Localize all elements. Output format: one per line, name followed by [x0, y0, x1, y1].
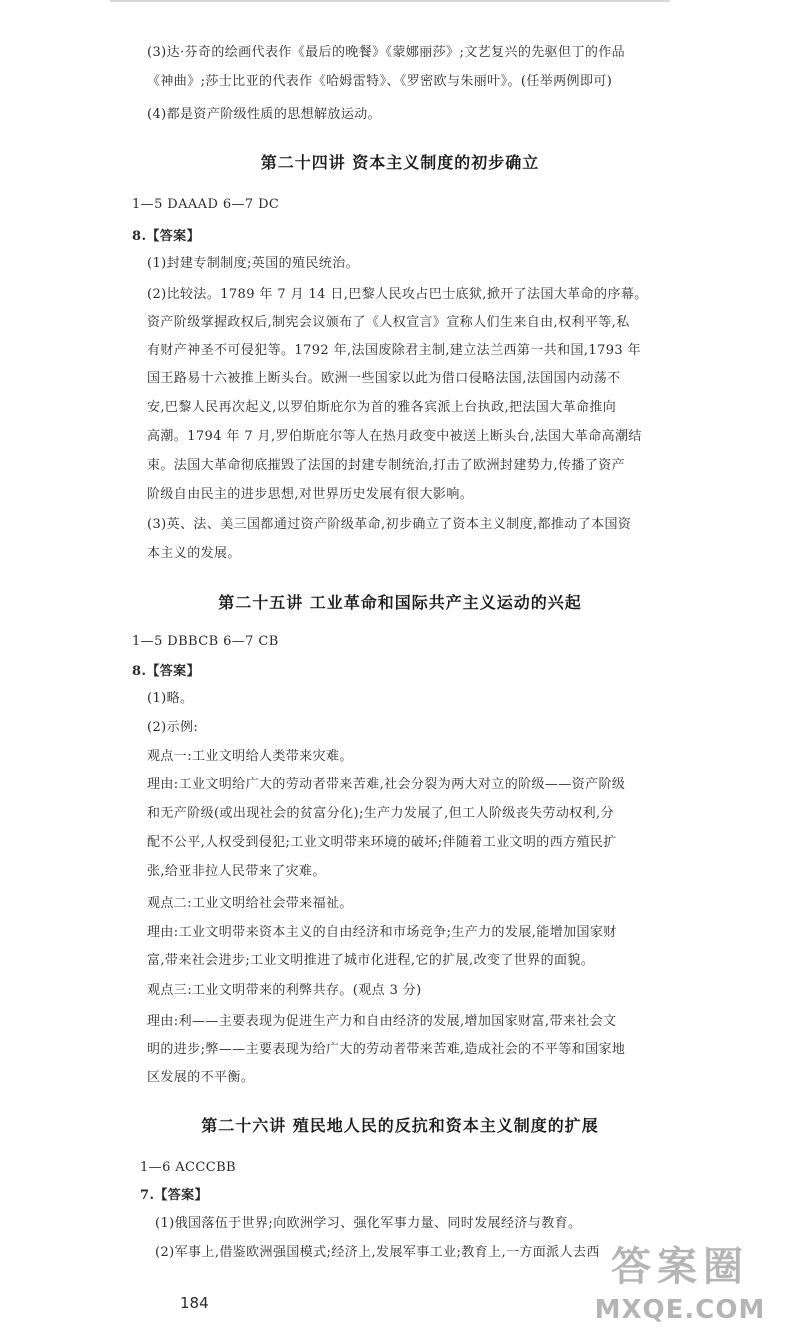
text-line: 阶级自由民主的进步思想,对世界历史发展有很大影响。 [147, 487, 474, 502]
answer-key: 1—5 DAAAD 6—7 DC [132, 197, 280, 212]
text-line: 资产阶级掌握政权后,制宪会议颁布了《人权宣言》宣称人们生来自由,权利平等,私 [147, 315, 630, 330]
answer-key: 1—6 ACCCBB [140, 1160, 237, 1175]
text-line: 富,带来社会进步;工业文明推进了城市化进程,它的扩展,改变了世界的面貌。 [147, 953, 595, 968]
text-line: 理由:工业文明给广大的劳动者带来苦难,社会分裂为两大对立的阶级——资产阶级 [147, 777, 626, 792]
text-line: 观点一:工业文明给人类带来灾难。 [147, 749, 353, 764]
text-line: 观点三:工业文明带来的利弊共存。(观点 3 分) [147, 983, 422, 998]
text-line: (2)比较法。1789 年 7 月 14 日,巴黎人民攻占巴士底狱,掀开了法国大革命的序幕。 [147, 287, 648, 302]
text-line: 配不公平,人权受到侵犯;工业文明带来环境的破坏;伴随着工业文明的西方殖民扩 [147, 835, 617, 850]
page-number: 184 [180, 1294, 209, 1312]
top-rule [110, 0, 670, 2]
text-line: (2)军事上,借鉴欧洲强国模式;经济上,发展军事工业;教育上,一方面派人去西 [155, 1245, 600, 1260]
watermark [560, 1235, 800, 1330]
text-line: 和无产阶级(或出现社会的贫富分化);生产力发展了,但工人阶级丧失劳动权利,分 [147, 806, 614, 821]
text-line: 安,巴黎人民再次起义,以罗伯斯庇尔为首的雅各宾派上台执政,把法国大革命推向 [147, 400, 617, 415]
answer-key: 1—5 DBBCB 6—7 CB [132, 634, 279, 649]
text-line: 束。法国大革命彻底摧毁了法国的封建专制统治,打击了欧洲封建势力,传播了资产 [147, 458, 626, 473]
text-line: 《神曲》;莎士比亚的代表作《哈姆雷特》、《罗密欧与朱丽叶》。(任举两例即可) [147, 74, 613, 89]
text-line: 明的进步;弊——主要表现为给广大的劳动者带来苦难,造成社会的不平等和国家地 [147, 1042, 626, 1057]
text-line: (1)封建专制制度;英国的殖民统治。 [147, 256, 359, 271]
section-heading-25: 第二十五讲 工业革命和国际共产主义运动的兴起 [218, 593, 582, 612]
text-line: (1)俄国落伍于世界;向欧洲学习、强化军事力量、同时发展经济与教育。 [155, 1216, 582, 1231]
text-line: 高潮。1794 年 7 月,罗伯斯庇尔等人在热月政变中被送上断头台,法国大革命高潮结 [147, 429, 642, 444]
text-line: 理由:工业文明带来资本主义的自由经济和市场竞争;生产力的发展,能增加国家财 [147, 925, 617, 940]
text-line: 区发展的不平衡。 [147, 1070, 255, 1085]
text-line: (4)都是资产阶级性质的思想解放运动。 [147, 107, 382, 122]
watermark-logo: 答案圈 [611, 1244, 749, 1290]
text-line: 观点二:工业文明给社会带来福祉。 [147, 896, 353, 911]
text-line: 理由:利——主要表现为促进生产力和自由经济的发展,增加国家财富,带来社会文 [147, 1014, 617, 1029]
answer-label: 8.【答案】 [132, 229, 200, 244]
section-heading-26: 第二十六讲 殖民地人民的反抗和资本主义制度的扩展 [201, 1116, 599, 1135]
section-heading-24: 第二十四讲 资本主义制度的初步确立 [260, 153, 540, 172]
text-line: (1)略。 [147, 691, 194, 706]
text-line: 国王路易十六被推上断头台。欧洲一些国家以此为借口侵略法国,法国国内动荡不 [147, 371, 621, 386]
text-line: (3)达·芬奇的绘画代表作《最后的晚餐》《蒙娜丽莎》;文艺复兴的先驱但丁的作品 [147, 45, 626, 60]
text-line: 本主义的发展。 [147, 546, 241, 561]
text-line: (2)示例: [147, 720, 199, 735]
watermark-url: MXQE.COM [594, 1295, 766, 1325]
text-line: 有财产神圣不可侵犯等。1792 年,法国废除君主制,建立法兰西第一共和国,1793 年 [147, 343, 642, 358]
answer-label: 8.【答案】 [132, 664, 200, 679]
text-line: 张,给亚非拉人民带来了灾难。 [147, 864, 326, 879]
text-line: (3)英、法、美三国都通过资产阶级革命,初步确立了资本主义制度,都推动了本国资 [147, 517, 632, 532]
answer-label: 7.【答案】 [140, 1188, 208, 1203]
